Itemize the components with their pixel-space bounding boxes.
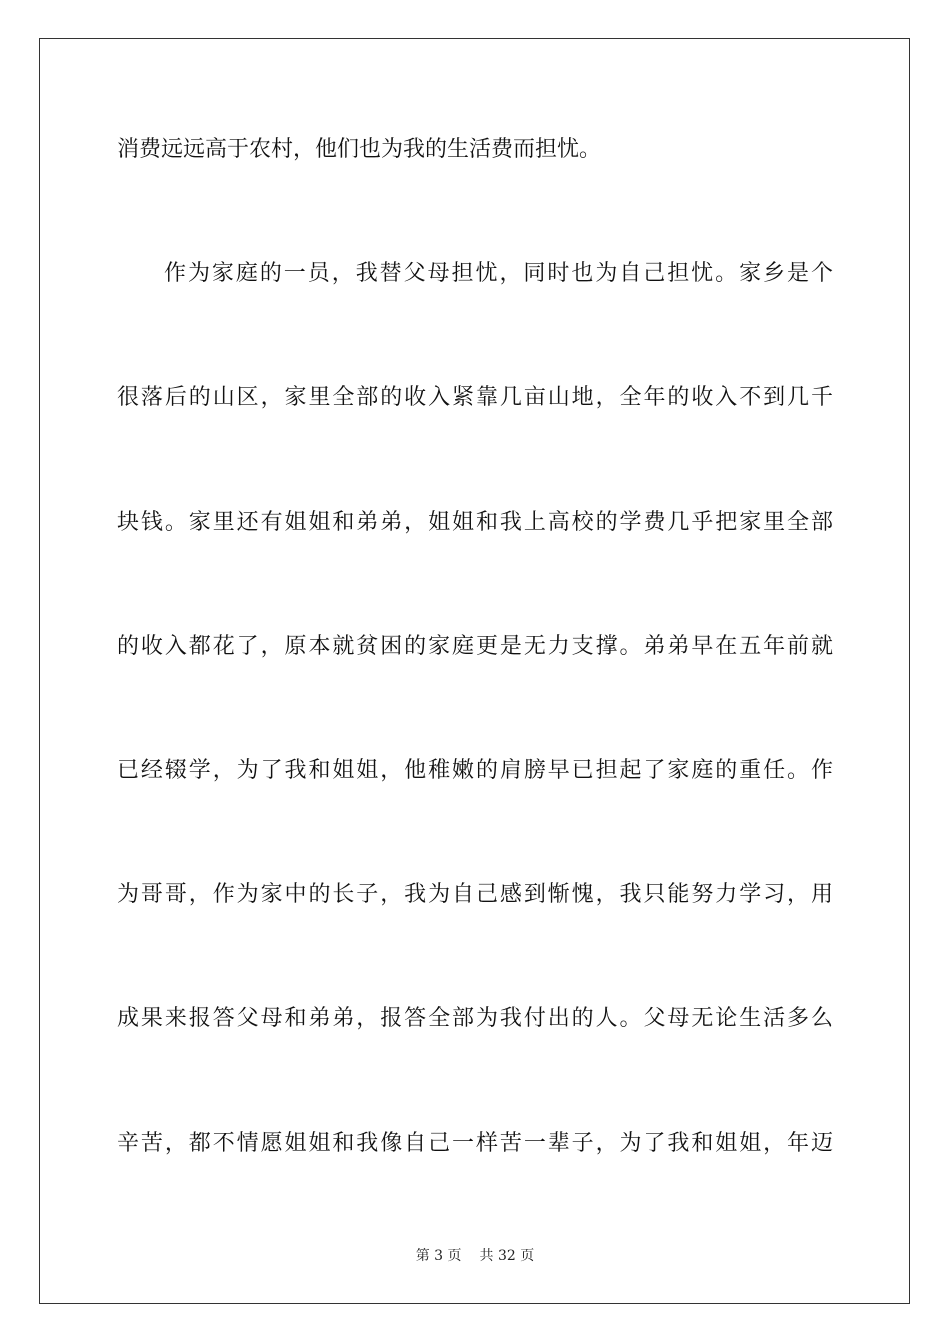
paragraph-line: 成果来报答父母和弟弟，报答全部为我付出的人。父母无论生活多么	[117, 1006, 833, 1032]
paragraph-line: 的收入都花了，原本就贫困的家庭更是无力支撑。弟弟早在五年前就	[117, 633, 833, 659]
paragraph-line: 为哥哥，作为家中的长子，我为自己感到惭愧，我只能努力学习，用	[117, 882, 833, 908]
paragraph-line: 消费远远高于农村，他们也为我的生活费而担忧。	[117, 137, 602, 162]
paragraph-line: 辛苦，都不情愿姐姐和我像自己一样苦一辈子，为了我和姐姐，年迈	[117, 1130, 833, 1156]
paragraph-line: 已经辍学，为了我和姐姐，他稚嫩的肩膀早已担起了家庭的重任。作	[117, 757, 833, 783]
paragraph-line: 作为家庭的一员，我替父母担忧，同时也为自己担忧。家乡是个	[164, 261, 833, 287]
document-body	[117, 124, 833, 1242]
paragraph-line: 块钱。家里还有姐姐和弟弟，姐姐和我上高校的学费几乎把家里全部	[117, 509, 833, 535]
page-footer	[0, 1246, 950, 1266]
paragraph-line: 很落后的山区，家里全部的收入紧靠几亩山地，全年的收入不到几千	[117, 385, 833, 411]
page-total: 共 32 页	[479, 1248, 535, 1264]
page-number: 第 3 页	[415, 1248, 462, 1264]
